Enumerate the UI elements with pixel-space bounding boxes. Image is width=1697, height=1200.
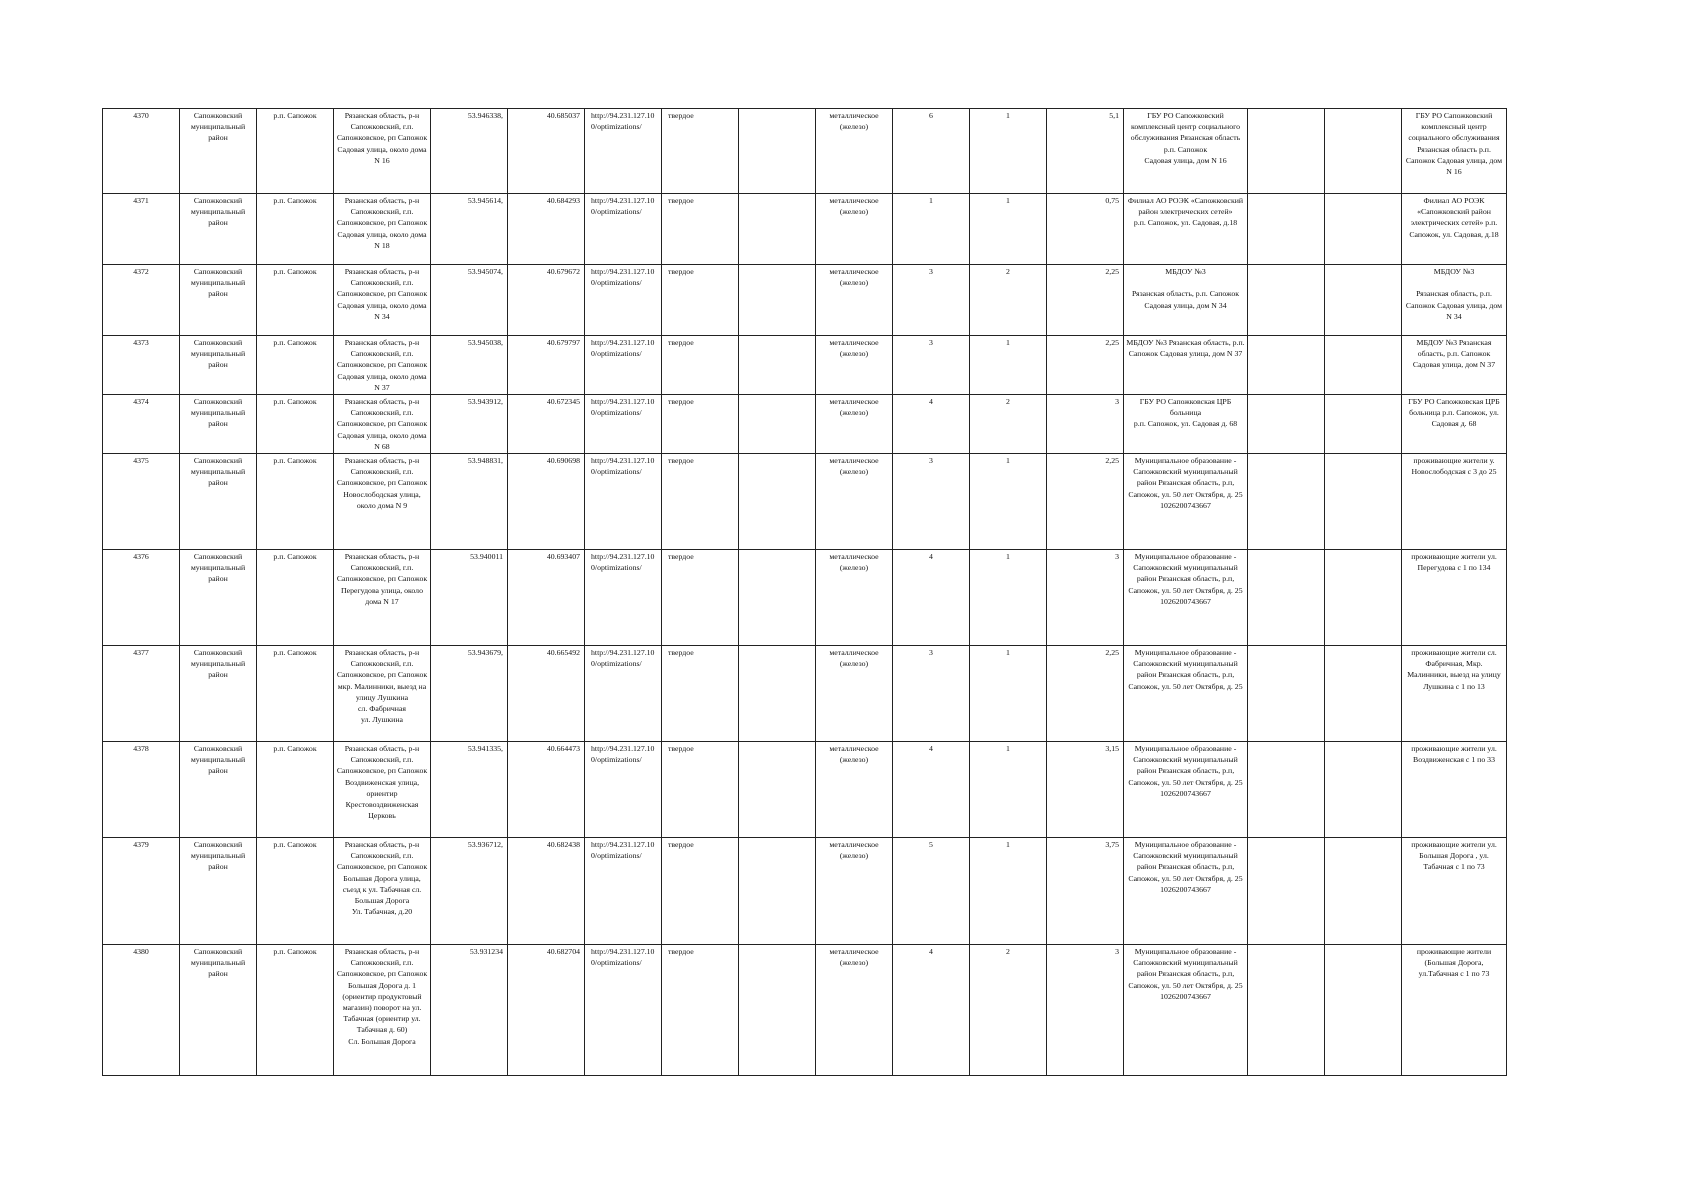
district-cell: Сапожковский муниципальный район	[180, 109, 257, 194]
surface-cell: твердое	[662, 945, 739, 1076]
map-link-cell: http://94.231.127.10 0/optimizations/	[585, 336, 662, 395]
container-material-cell: металлическое (железо)	[816, 454, 893, 550]
row-number: 4380	[103, 945, 180, 1076]
owner-cell: Муниципальное образование - Сапожковский муниципальный район Рязанская область, р.п, Сапожок, ул. 50 лет Октября, д. 25 1026200743667	[1124, 838, 1248, 945]
container-count-cell: 3	[893, 265, 970, 336]
settlement-cell: р.п. Сапожок	[257, 646, 334, 742]
waste-source-cell: ГБУ РО Сапожковский комплексный центр социального обслуживания Рязанская область р.п. Сапожок Садовая улица, дом N 16	[1402, 109, 1507, 194]
surface-cell: твердое	[662, 336, 739, 395]
container-count-cell: 4	[893, 945, 970, 1076]
empty-cell	[1325, 838, 1402, 945]
owner-cell: Филиал АО РОЭК «Сапожковский район электрических сетей» р.п. Сапожок, ул. Садовая, д.18	[1124, 194, 1248, 265]
address-cell: Рязанская область, р-н Сапожковский, г.п. Сапожковское, рп Сапожок Садовая улица, около дома N 68	[334, 395, 431, 454]
container-count-2-cell: 1	[970, 336, 1047, 395]
container-material-cell: металлическое (железо)	[816, 395, 893, 454]
waste-source-cell: МБДОУ №3 Рязанская область, р.п. Сапожок Садовая улица, дом N 34	[1402, 265, 1507, 336]
waste-source-cell: Филиал АО РОЭК «Сапожковский район электрических сетей» р.п. Сапожок, ул. Садовая, д.18	[1402, 194, 1507, 265]
waste-source-cell: МБДОУ №3 Рязанская область, р.п. Сапожок Садовая улица, дом N 37	[1402, 336, 1507, 395]
container-count-cell: 3	[893, 646, 970, 742]
empty-cell	[1325, 742, 1402, 838]
container-count-2-cell: 1	[970, 194, 1047, 265]
waste-source-cell: проживающие жители ул. Воздвиженская с 1 по 33	[1402, 742, 1507, 838]
row-number: 4378	[103, 742, 180, 838]
container-count-2-cell: 1	[970, 550, 1047, 646]
owner-cell: ГБУ РО Сапожковский комплексный центр социального обслуживания Рязанская область р.п. Сапожок Садовая улица, дом N 16	[1124, 109, 1248, 194]
empty-cell	[1325, 265, 1402, 336]
volume-cell: 3	[1047, 550, 1124, 646]
latitude-cell: 53.941335,	[431, 742, 508, 838]
surface-cell: твердое	[662, 194, 739, 265]
map-link-cell: http://94.231.127.10 0/optimizations/	[585, 109, 662, 194]
empty-cell	[1248, 109, 1325, 194]
row-number: 4374	[103, 395, 180, 454]
container-material-cell: металлическое (железо)	[816, 838, 893, 945]
surface-cell: твердое	[662, 550, 739, 646]
volume-cell: 3	[1047, 945, 1124, 1076]
longitude-cell: 40.685037	[508, 109, 585, 194]
map-link-cell: http://94.231.127.10 0/optimizations/	[585, 194, 662, 265]
map-link-cell: http://94.231.127.10 0/optimizations/	[585, 742, 662, 838]
empty-cell	[739, 646, 816, 742]
address-cell: Рязанская область, р-н Сапожковский, г.п. Сапожковское, рп Сапожок Воздвиженская улица, ориентир Крестовоздвиженская Церковь	[334, 742, 431, 838]
empty-cell	[1325, 945, 1402, 1076]
longitude-cell: 40.684293	[508, 194, 585, 265]
map-link-cell: http://94.231.127.10 0/optimizations/	[585, 454, 662, 550]
settlement-cell: р.п. Сапожок	[257, 109, 334, 194]
map-link-cell: http://94.231.127.10 0/optimizations/	[585, 395, 662, 454]
empty-cell	[1248, 838, 1325, 945]
longitude-cell: 40.679672	[508, 265, 585, 336]
latitude-cell: 53.936712,	[431, 838, 508, 945]
table-row	[103, 454, 1507, 550]
volume-cell: 2,25	[1047, 454, 1124, 550]
volume-cell: 2,25	[1047, 336, 1124, 395]
address-cell: Рязанская область, р-н Сапожковский, г.п. Сапожковское, рп Сапожок Садовая улица, около дома N 16	[334, 109, 431, 194]
latitude-cell: 53.945038,	[431, 336, 508, 395]
latitude-cell: 53.943679,	[431, 646, 508, 742]
longitude-cell: 40.664473	[508, 742, 585, 838]
district-cell: Сапожковский муниципальный район	[180, 945, 257, 1076]
district-cell: Сапожковский муниципальный район	[180, 742, 257, 838]
empty-cell	[739, 395, 816, 454]
container-count-cell: 3	[893, 336, 970, 395]
district-cell: Сапожковский муниципальный район	[180, 265, 257, 336]
waste-source-cell: проживающие жители ул. Большая Дорога , ул. Табачная с 1 по 73	[1402, 838, 1507, 945]
empty-cell	[1325, 109, 1402, 194]
surface-cell: твердое	[662, 109, 739, 194]
table-row	[103, 945, 1507, 1076]
row-number: 4371	[103, 194, 180, 265]
table-row	[103, 550, 1507, 646]
container-material-cell: металлическое (железо)	[816, 109, 893, 194]
owner-cell: Муниципальное образование - Сапожковский муниципальный район Рязанская область, р.п, Сапожок, ул. 50 лет Октября, д. 25 1026200743667	[1124, 742, 1248, 838]
container-count-2-cell: 1	[970, 838, 1047, 945]
owner-cell: ГБУ РО Сапожковская ЦРБ больница р.п. Сапожок, ул. Садовая д. 68	[1124, 395, 1248, 454]
empty-cell	[1248, 395, 1325, 454]
surface-cell: твердое	[662, 838, 739, 945]
longitude-cell: 40.672345	[508, 395, 585, 454]
settlement-cell: р.п. Сапожок	[257, 194, 334, 265]
table-row	[103, 742, 1507, 838]
map-link-cell: http://94.231.127.10 0/optimizations/	[585, 646, 662, 742]
container-count-cell: 6	[893, 109, 970, 194]
empty-cell	[1325, 336, 1402, 395]
longitude-cell: 40.682438	[508, 838, 585, 945]
container-count-2-cell: 2	[970, 395, 1047, 454]
address-cell: Рязанская область, р-н Сапожковский, г.п. Сапожковское, рп Сапожок Большая Дорога улица, съезд к ул. Табачная сл. Большая Дорога Ул. Табачная, д.20	[334, 838, 431, 945]
address-cell: Рязанская область, р-н Сапожковский, г.п. Сапожковское, рп Сапожок мкр. Малинники, выезд на улицу Лушкина сл. Фабричная ул. Лушкина	[334, 646, 431, 742]
row-number: 4375	[103, 454, 180, 550]
empty-cell	[739, 838, 816, 945]
surface-cell: твердое	[662, 646, 739, 742]
address-cell: Рязанская область, р-н Сапожковский, г.п. Сапожковское, рп Сапожок Новослободская улица, около дома N 9	[334, 454, 431, 550]
container-count-cell: 4	[893, 742, 970, 838]
longitude-cell: 40.682704	[508, 945, 585, 1076]
container-material-cell: металлическое (железо)	[816, 336, 893, 395]
empty-cell	[1248, 646, 1325, 742]
map-link-cell: http://94.231.127.10 0/optimizations/	[585, 838, 662, 945]
empty-cell	[739, 194, 816, 265]
longitude-cell: 40.665492	[508, 646, 585, 742]
waste-source-cell: проживающие жители у. Новослободская с 3 до 25	[1402, 454, 1507, 550]
table-row	[103, 336, 1507, 395]
surface-cell: твердое	[662, 742, 739, 838]
empty-cell	[739, 336, 816, 395]
table-row	[103, 395, 1507, 454]
container-material-cell: металлическое (железо)	[816, 194, 893, 265]
row-number: 4377	[103, 646, 180, 742]
container-count-2-cell: 1	[970, 109, 1047, 194]
waste-source-cell: проживающие жители сл. Фабричная, Мкр. Малинники, выезд на улицу Лушкина с 1 по 13	[1402, 646, 1507, 742]
owner-cell: МБДОУ №3 Рязанская область, р.п. Сапожок Садовая улица, дом N 37	[1124, 336, 1248, 395]
settlement-cell: р.п. Сапожок	[257, 945, 334, 1076]
owner-cell: МБДОУ №3 Рязанская область, р.п. Сапожок Садовая улица, дом N 34	[1124, 265, 1248, 336]
empty-cell	[1248, 194, 1325, 265]
empty-cell	[1248, 550, 1325, 646]
volume-cell: 3,15	[1047, 742, 1124, 838]
district-cell: Сапожковский муниципальный район	[180, 395, 257, 454]
empty-cell	[1325, 646, 1402, 742]
district-cell: Сапожковский муниципальный район	[180, 194, 257, 265]
row-number: 4373	[103, 336, 180, 395]
latitude-cell: 53.948831,	[431, 454, 508, 550]
surface-cell: твердое	[662, 395, 739, 454]
address-cell: Рязанская область, р-н Сапожковский, г.п. Сапожковское, рп Сапожок Садовая улица, около дома N 37	[334, 336, 431, 395]
container-material-cell: металлическое (железо)	[816, 945, 893, 1076]
volume-cell: 3,75	[1047, 838, 1124, 945]
registry-rows	[103, 109, 1507, 1076]
container-count-2-cell: 1	[970, 742, 1047, 838]
district-cell: Сапожковский муниципальный район	[180, 336, 257, 395]
map-link-cell: http://94.231.127.10 0/optimizations/	[585, 550, 662, 646]
waste-source-cell: ГБУ РО Сапожковская ЦРБ больница р.п. Сапожок, ул. Садовая д. 68	[1402, 395, 1507, 454]
container-count-cell: 4	[893, 550, 970, 646]
empty-cell	[739, 550, 816, 646]
container-count-cell: 3	[893, 454, 970, 550]
volume-cell: 5,1	[1047, 109, 1124, 194]
container-material-cell: металлическое (железо)	[816, 646, 893, 742]
empty-cell	[739, 109, 816, 194]
latitude-cell: 53.931234	[431, 945, 508, 1076]
latitude-cell: 53.943912,	[431, 395, 508, 454]
address-cell: Рязанская область, р-н Сапожковский, г.п. Сапожковское, рп Сапожок Большая Дорога д. 1 (ориентир продуктовый магазин) поворот на ул. Табачная (ориентир ул. Табачная д. 60) Сл. Большая Дорога	[334, 945, 431, 1076]
empty-cell	[1248, 945, 1325, 1076]
latitude-cell: 53.940011	[431, 550, 508, 646]
settlement-cell: р.п. Сапожок	[257, 550, 334, 646]
address-cell: Рязанская область, р-н Сапожковский, г.п. Сапожковское, рп Сапожок Перегудова улица, около дома N 17	[334, 550, 431, 646]
container-count-cell: 4	[893, 395, 970, 454]
table-row	[103, 194, 1507, 265]
row-number: 4376	[103, 550, 180, 646]
waste-source-cell: проживающие жители ул. Перегудова с 1 по 134	[1402, 550, 1507, 646]
owner-cell: Муниципальное образование - Сапожковский муниципальный район Рязанская область, р.п, Сапожок, ул. 50 лет Октября, д. 25 1026200743667	[1124, 454, 1248, 550]
empty-cell	[739, 945, 816, 1076]
longitude-cell: 40.690698	[508, 454, 585, 550]
map-link-cell: http://94.231.127.10 0/optimizations/	[585, 945, 662, 1076]
owner-cell: Муниципальное образование - Сапожковский муниципальный район Рязанская область, р.п, Сапожок, ул. 50 лет Октября, д. 25 1026200743667	[1124, 945, 1248, 1076]
address-cell: Рязанская область, р-н Сапожковский, г.п. Сапожковское, рп Сапожок Садовая улица, около дома N 34	[334, 265, 431, 336]
settlement-cell: р.п. Сапожок	[257, 336, 334, 395]
district-cell: Сапожковский муниципальный район	[180, 838, 257, 945]
container-count-cell: 1	[893, 194, 970, 265]
container-material-cell: металлическое (железо)	[816, 265, 893, 336]
volume-cell: 0,75	[1047, 194, 1124, 265]
empty-cell	[1248, 265, 1325, 336]
container-count-2-cell: 1	[970, 646, 1047, 742]
settlement-cell: р.п. Сапожок	[257, 454, 334, 550]
settlement-cell: р.п. Сапожок	[257, 265, 334, 336]
container-material-cell: металлическое (железо)	[816, 550, 893, 646]
longitude-cell: 40.679797	[508, 336, 585, 395]
empty-cell	[1325, 194, 1402, 265]
empty-cell	[1325, 395, 1402, 454]
settlement-cell: р.п. Сапожок	[257, 838, 334, 945]
district-cell: Сапожковский муниципальный район	[180, 454, 257, 550]
table-row	[103, 265, 1507, 336]
row-number: 4372	[103, 265, 180, 336]
empty-cell	[739, 454, 816, 550]
table-row	[103, 838, 1507, 945]
latitude-cell: 53.946338,	[431, 109, 508, 194]
container-count-cell: 5	[893, 838, 970, 945]
settlement-cell: р.п. Сапожок	[257, 395, 334, 454]
empty-cell	[739, 742, 816, 838]
settlement-cell: р.п. Сапожок	[257, 742, 334, 838]
table-row	[103, 646, 1507, 742]
container-material-cell: металлическое (железо)	[816, 742, 893, 838]
volume-cell: 3	[1047, 395, 1124, 454]
owner-cell: Муниципальное образование - Сапожковский муниципальный район Рязанская область, р.п, Сапожок, ул. 50 лет Октября, д. 25 1026200743667	[1124, 550, 1248, 646]
container-count-2-cell: 2	[970, 265, 1047, 336]
latitude-cell: 53.945614,	[431, 194, 508, 265]
empty-cell	[739, 265, 816, 336]
volume-cell: 2,25	[1047, 646, 1124, 742]
row-number: 4370	[103, 109, 180, 194]
map-link-cell: http://94.231.127.10 0/optimizations/	[585, 265, 662, 336]
registry-table	[102, 108, 1507, 1076]
district-cell: Сапожковский муниципальный район	[180, 550, 257, 646]
empty-cell	[1248, 454, 1325, 550]
latitude-cell: 53.945074,	[431, 265, 508, 336]
row-number: 4379	[103, 838, 180, 945]
owner-cell: Муниципальное образование - Сапожковский муниципальный район Рязанская область, р.п, Сапожок, ул. 50 лет Октября, д. 25	[1124, 646, 1248, 742]
waste-source-cell: проживающие жители (Большая Дорога, ул.Табачная с 1 по 73	[1402, 945, 1507, 1076]
container-count-2-cell: 2	[970, 945, 1047, 1076]
container-count-2-cell: 1	[970, 454, 1047, 550]
empty-cell	[1248, 742, 1325, 838]
table-row	[103, 109, 1507, 194]
empty-cell	[1248, 336, 1325, 395]
district-cell: Сапожковский муниципальный район	[180, 646, 257, 742]
empty-cell	[1325, 454, 1402, 550]
empty-cell	[1325, 550, 1402, 646]
address-cell: Рязанская область, р-н Сапожковский, г.п. Сапожковское, рп Сапожок Садовая улица, около дома N 18	[334, 194, 431, 265]
surface-cell: твердое	[662, 454, 739, 550]
surface-cell: твердое	[662, 265, 739, 336]
volume-cell: 2,25	[1047, 265, 1124, 336]
longitude-cell: 40.693407	[508, 550, 585, 646]
